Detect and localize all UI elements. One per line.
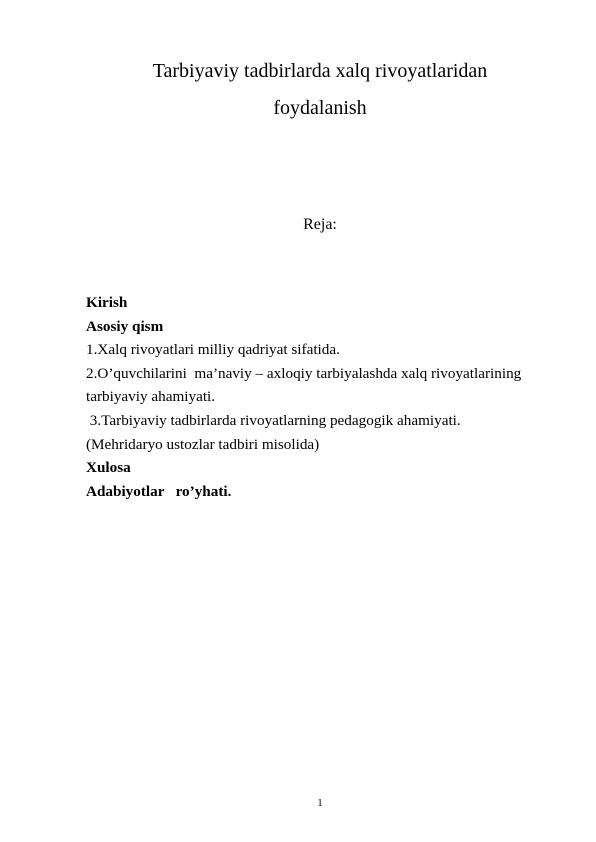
- document-title-line-2: foydalanish: [273, 97, 367, 119]
- page-number: 1: [317, 797, 323, 809]
- plan-heading: Reja:: [303, 216, 337, 233]
- toc-item-2: 2.O’quvchilarini ma’naviy – axloqiy tarbiyalashda xalq rivoyatlarining: [86, 364, 522, 382]
- toc-item-adabiyotlar: Adabiyotlar ro’yhati.: [86, 482, 232, 500]
- toc-item-kirish: Kirish: [86, 294, 128, 311]
- toc-item-asosiy-qism: Asosiy qism: [86, 317, 164, 335]
- document-title-line-1: Tarbiyaviy tadbirlarda xalq rivoyatlaridan: [152, 60, 488, 82]
- toc-item-2-continued: tarbiyaviy ahamiyati.: [86, 388, 216, 406]
- toc-item-3: 3.Tarbiyaviy tadbirlarda rivoyatlarning pedagogik ahamiyati.: [86, 411, 461, 429]
- toc-item-1: 1.Xalq rivoyatlari milliy qadriyat sifatida.: [86, 341, 340, 359]
- toc-item-3-continued: (Mehridaryo ustozlar tadbiri misolida): [86, 435, 320, 453]
- toc-item-xulosa: Xulosa: [86, 459, 131, 477]
- table-of-contents: [86, 291, 566, 503]
